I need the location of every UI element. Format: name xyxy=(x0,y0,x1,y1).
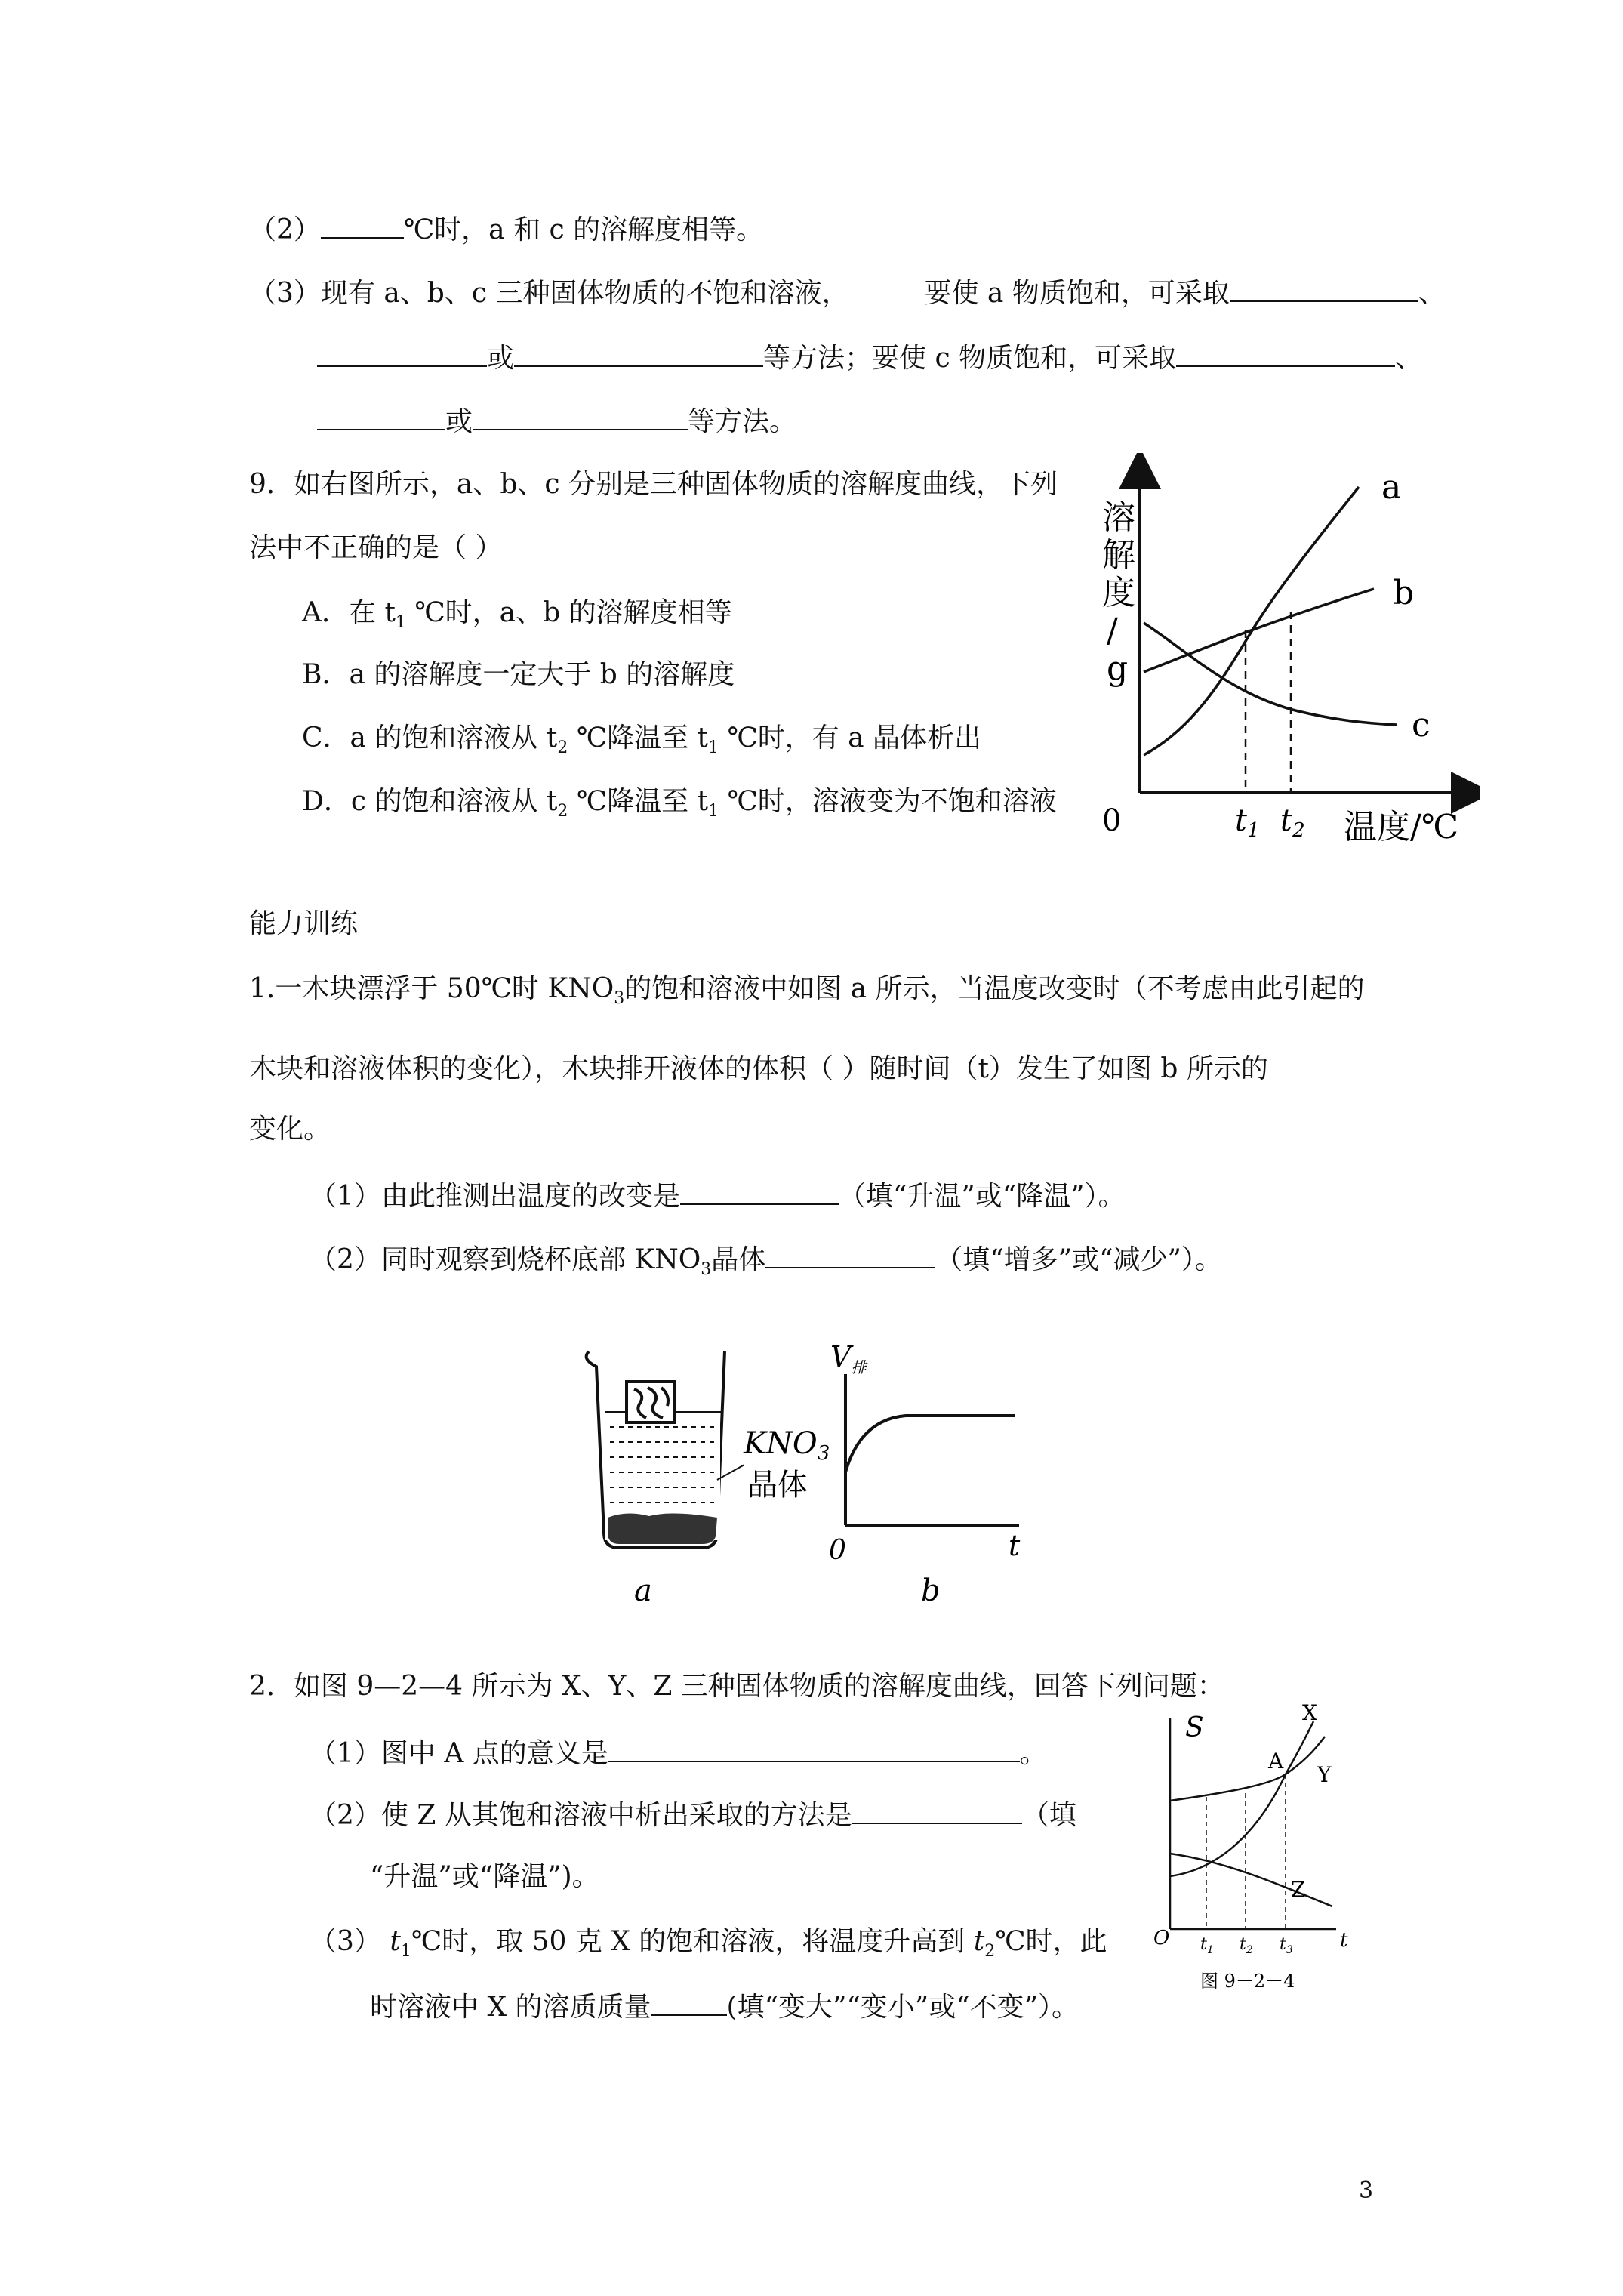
answer-blank[interactable] xyxy=(1176,340,1395,367)
t1-label: $t_1$ xyxy=(1200,1935,1214,1956)
t1-tick-label: $t_1$ xyxy=(1235,803,1260,842)
q2-stem: 2．如图 9—2—4 所示为 X、Y、Z 三种固体物质的溶解度曲线，回答下列问题： xyxy=(249,1671,1224,1702)
y-label-2: 解 xyxy=(1102,536,1135,575)
curve-z xyxy=(1170,1854,1332,1906)
answer-blank[interactable] xyxy=(680,1178,839,1205)
q9-stem-line1: 9．如右图所示，a、b、c 分别是三种固体物质的溶解度曲线，下列说 xyxy=(249,469,1086,500)
figure-9-2-4 xyxy=(1140,1699,1381,2001)
q8-part3-line2 xyxy=(317,340,1422,375)
kno3-label: $KNO_3$ xyxy=(744,1426,830,1465)
q2-part1: （1）图中 A 点的意义是 。 xyxy=(310,1735,1047,1771)
answer-blank[interactable] xyxy=(608,1735,1020,1762)
y-label: $V_排$ xyxy=(830,1340,867,1376)
curve-a xyxy=(1144,487,1359,755)
q2-part2-line2: “升温”或“降温”)。 xyxy=(370,1861,599,1892)
y-label-4: / xyxy=(1107,612,1118,650)
figure-a-beaker xyxy=(574,1344,845,1631)
q2-part3: （3） $t_1℃$时，取 50 克 X 的饱和溶液，将温度升高到 $t_2℃$时，此 xyxy=(310,1926,1107,1962)
q9-option-a[interactable]: A．在 $t_1$ ℃时，a、b 的溶解度相等 xyxy=(302,597,732,633)
origin-label: 0 xyxy=(829,1535,846,1566)
q9-option-d[interactable]: D．c 的饱和溶液从 $t_2$ ℃降温至 $t_1$ ℃时，溶液变为不饱和溶液 xyxy=(302,786,1057,821)
q8-part2-text: ℃时，a 和 c 的溶解度相等。 xyxy=(403,214,764,245)
separator: 、 xyxy=(1395,343,1423,374)
q8-part3-text3: 等方法；要使 c 物质饱和，可采取 xyxy=(763,343,1177,374)
series-label-c: c xyxy=(1412,706,1431,744)
q1-part2: （2）同时观察到烧杯底部 $KNO_3$晶体 （填“增多”或“减少”）。 xyxy=(310,1241,1222,1287)
wood-block xyxy=(627,1382,675,1422)
answer-blank[interactable] xyxy=(317,340,487,367)
x-label: 温度/℃ xyxy=(1344,808,1459,846)
x-label: t xyxy=(1340,1929,1348,1952)
crystals xyxy=(608,1513,717,1544)
q2-part2: （2）使 Z 从其饱和溶液中析出采取的方法是 （填 xyxy=(310,1797,1076,1832)
figure-a-caption: a xyxy=(634,1573,652,1608)
answer-blank[interactable] xyxy=(1230,275,1418,302)
q8-part3-text2: 要使 a 物质饱和，可采取 xyxy=(924,278,1230,309)
origin-label: O xyxy=(1153,1927,1170,1949)
y-label-3: 度 xyxy=(1102,574,1135,612)
answer-blank[interactable] xyxy=(317,403,445,430)
series-z-label: Z xyxy=(1291,1877,1306,1902)
series-label-b: b xyxy=(1393,574,1415,612)
q8-part2-num: （2） xyxy=(249,214,321,245)
q1-line3: 变化。 xyxy=(249,1114,331,1145)
figure-b-graph xyxy=(823,1336,1049,1623)
answer-blank[interactable] xyxy=(473,403,688,430)
t3-label: $t_3$ xyxy=(1280,1935,1293,1956)
q8-part2 xyxy=(249,211,763,247)
or-text: 或 xyxy=(445,406,473,437)
x-label: t xyxy=(1009,1529,1021,1562)
figure-caption: 图 9－2－4 xyxy=(1200,1971,1295,1992)
answer-blank[interactable] xyxy=(321,211,404,239)
series-x-label: X xyxy=(1302,1700,1317,1725)
y-label-5: g xyxy=(1107,649,1129,688)
point-a-label: A xyxy=(1268,1749,1284,1774)
q9-solubility-chart xyxy=(1057,453,1480,846)
q8-part3-text: （3）现有 a、b、c 三种固体物质的不饱和溶液， xyxy=(249,278,849,309)
q9-option-b[interactable]: B．a 的溶解度一定大于 b 的溶解度 xyxy=(302,659,735,690)
section-title: 能力训练 xyxy=(249,908,359,939)
q2-part3-line2: 时溶液中 X 的溶质质量 (填“变大”“变小”或“不变”）。 xyxy=(370,1989,1079,2024)
q8-part3-line1 xyxy=(249,275,1446,310)
series-y-label: Y xyxy=(1317,1762,1332,1787)
t2-tick-label: $t_2$ xyxy=(1280,803,1305,842)
q8-part3-line3 xyxy=(317,403,796,439)
answer-blank[interactable] xyxy=(514,340,763,367)
q1-line1: 1.一木块漂浮于 50℃时 $KNO_3$的饱和溶液中如图 a 所示，当温度改变时（不考虑由此引起的 xyxy=(249,973,1365,1009)
q9-stem-line2: 法中不正确的是（ ） xyxy=(249,532,503,563)
crystal-label: 晶体 xyxy=(747,1468,808,1502)
curve-b xyxy=(1144,589,1374,672)
page-number: 3 xyxy=(1359,2177,1374,2204)
q9-option-c[interactable]: C．a 的饱和溶液从 $t_2$ ℃降温至 $t_1$ ℃时，有 a 晶体析出 xyxy=(302,723,982,758)
q8-part3-text4: 等方法。 xyxy=(688,406,797,437)
curve-c xyxy=(1144,623,1397,725)
volume-curve xyxy=(845,1416,1015,1472)
y-label-1: 溶 xyxy=(1102,498,1135,537)
y-label: S xyxy=(1185,1712,1204,1743)
answer-blank[interactable] xyxy=(852,1797,1022,1824)
origin-label: 0 xyxy=(1102,803,1122,838)
q1-line2: 木块和溶液体积的变化），木块排开液体的体积（ ）随时间（t）发生了如图 b 所示的 xyxy=(249,1053,1268,1084)
series-label-a: a xyxy=(1381,468,1402,507)
answer-blank[interactable] xyxy=(765,1241,935,1268)
figure-b-caption: b xyxy=(921,1573,941,1608)
answer-blank[interactable] xyxy=(651,1989,727,2016)
t2-label: $t_2$ xyxy=(1240,1935,1253,1956)
curve-x xyxy=(1170,1721,1313,1876)
separator: 、 xyxy=(1418,278,1446,309)
q1-part1: （1）由此推测出温度的改变是 （填“升温”或“降温”）。 xyxy=(310,1178,1126,1213)
or-text: 或 xyxy=(487,343,515,374)
